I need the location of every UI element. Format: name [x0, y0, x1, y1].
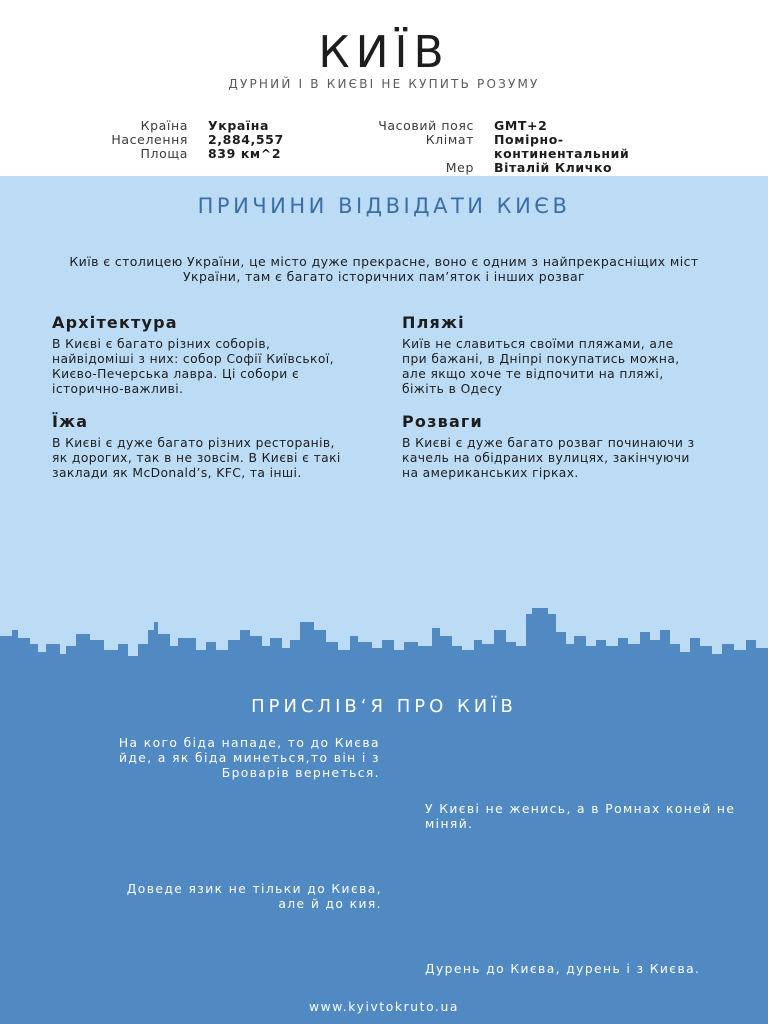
fact-label: Населення	[111, 132, 188, 147]
reason-text: В Києві є дуже багато різних ресторанів, як дорогих, так в не зовсім. В Києві є такі заклади як McDonald’s, KFC, та інші.	[52, 436, 341, 480]
fact-row	[86, 147, 318, 161]
fact-row	[86, 119, 318, 133]
fact-value: Україна	[208, 118, 270, 133]
reasons-intro: Київ є столицею України, це місто дуже прекрасне, воно є одним з найпрекрасніщих міст України, там є багато історичних пам’яток і інших розваг	[69, 254, 699, 284]
proverb-text: Доведе язик не тільки до Києва, але й до кия.	[126, 882, 382, 911]
reason-text: В Києві є багато різних соборів, найвідоміші з них: собор Софії Київської, Києво-Печерська лавра. Ці собори є історично-важливі.	[52, 337, 334, 396]
fact-row	[340, 119, 694, 133]
proverbs-section	[0, 690, 768, 1024]
skyline-silhouette	[0, 608, 768, 700]
reasons-section	[0, 176, 768, 660]
reason-card-beaches	[402, 313, 702, 397]
proverb-text: Дурень до Києва, дурень і з Києва.	[425, 962, 701, 976]
fact-value: Віталій Кличко	[494, 160, 613, 175]
page-title: КИЇВ	[318, 27, 450, 78]
proverb-text: У Києві не женись, а в Ромнах коней не міняй.	[425, 802, 736, 831]
facts-right	[340, 119, 694, 175]
fact-value: 839 км^2	[208, 146, 282, 161]
fact-row	[340, 161, 694, 175]
fact-value: 2,884,557	[208, 132, 284, 147]
proverbs-title: ПРИСЛІВ‘Я ПРО КИЇВ	[251, 696, 517, 717]
fact-label: Мер	[445, 160, 474, 175]
fact-label: Країна	[140, 118, 188, 133]
header	[0, 0, 768, 176]
fact-label: Площа	[140, 146, 188, 161]
reason-text: Київ не славиться своїми пляжами, але при бажані, в Дніпрі покупатись можна, але якщо хоче те відпочити на пляжі, біжіть в Одесу	[402, 337, 680, 396]
fact-value: Помірно-континентальний	[494, 132, 630, 161]
fact-row	[86, 133, 318, 147]
proverb-text: На кого біда нападе, то до Києва йде, а як біда минеться,то він і з Броварів вернеться.	[118, 736, 380, 780]
reasons-title: ПРИЧИНИ ВІДВІДАТИ КИЄВ	[197, 194, 571, 218]
page-subtitle: ДУРНИЙ І В КИЄВІ НЕ КУПИТЬ РОЗУМУ	[228, 77, 540, 91]
facts-left	[86, 119, 318, 161]
fact-value: GMT+2	[494, 118, 548, 133]
reason-heading: Архітектура	[52, 313, 178, 332]
website-link[interactable]: www.kyivtokruto.ua	[308, 1000, 460, 1014]
reason-heading: Пляжі	[402, 313, 465, 332]
reason-text: В Києві є дуже багато розваг починаючи з качель на обідраних вулицях, закінчуючи на американських гірках.	[402, 436, 695, 480]
fact-label: Часовий пояс	[378, 118, 474, 133]
reason-heading: Розваги	[402, 412, 483, 431]
reason-heading: Їжа	[52, 412, 89, 431]
reason-card-entertainment	[402, 412, 702, 481]
city-skyline-illustration	[0, 600, 768, 700]
fact-label: Клімат	[425, 132, 474, 147]
fact-row	[340, 133, 694, 161]
reason-card-architecture	[52, 313, 352, 397]
reason-card-food	[52, 412, 352, 481]
